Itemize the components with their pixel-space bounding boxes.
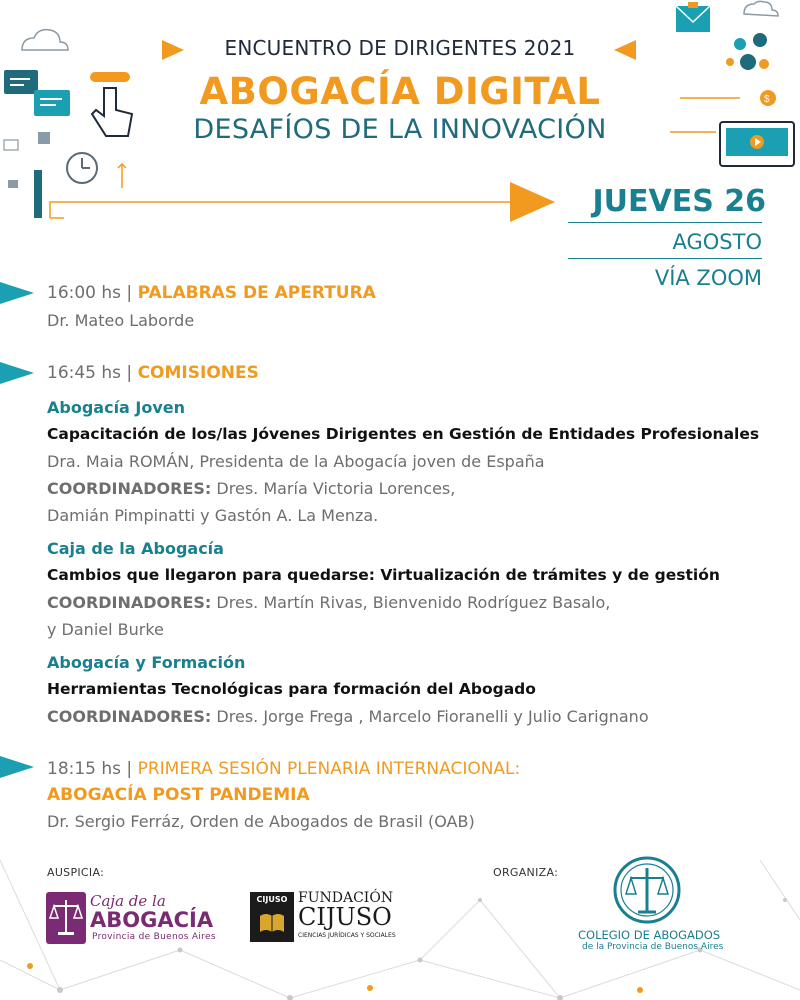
commission-topic: Cambios que llegaron para quedarse: Virtualización de trámites y de gestión bbox=[47, 566, 720, 584]
date-divider bbox=[568, 222, 762, 223]
colegio-abogados-logo bbox=[560, 854, 730, 954]
event-title: ENCUENTRO DE DIRIGENTES 2021 bbox=[224, 36, 576, 60]
cijuso-logo-line2: CIJUSO bbox=[298, 903, 392, 931]
commissions-title: COMISIONES bbox=[137, 363, 259, 383]
plenary-heading bbox=[47, 759, 520, 779]
envelope-icon bbox=[676, 2, 710, 32]
section-bullet bbox=[0, 756, 34, 778]
dollar-icon bbox=[760, 90, 776, 106]
plenary-title: PRIMERA SESIÓN PLENARIA INTERNACIONAL: bbox=[137, 759, 521, 779]
colegio-seal-icon bbox=[612, 854, 682, 926]
scales-icon bbox=[46, 892, 86, 944]
commission-coordinators bbox=[47, 479, 455, 498]
header-right-illustration bbox=[640, 0, 800, 180]
cijuso-logo bbox=[250, 890, 400, 946]
section-bullet bbox=[0, 282, 34, 304]
date-divider bbox=[568, 258, 762, 259]
header-arrow-line bbox=[40, 180, 560, 230]
cijuso-logo-line1: FUNDACIÓN bbox=[298, 890, 394, 906]
sponsor-label: AUSPICIA: bbox=[47, 866, 105, 879]
main-title: ABOGACÍA DIGITAL bbox=[199, 70, 601, 113]
commission-topic: Herramientas Tecnológicas para formación del Abogado bbox=[47, 680, 536, 698]
svg-text:$: $ bbox=[764, 94, 770, 105]
colegio-logo-line1: COLEGIO DE ABOGADOS bbox=[578, 928, 721, 942]
coordinators-label: COORDINADORES: bbox=[47, 593, 212, 612]
commission-coordinators-cont: y Daniel Burke bbox=[47, 620, 164, 639]
section-bullet bbox=[0, 362, 34, 384]
coordinators-names: Dres. Jorge Frega , Marcelo Fioranelli y Julio Carignano bbox=[216, 707, 649, 726]
coordinators-names: Dres. María Victoria Lorences, bbox=[216, 479, 456, 498]
commission-coordinators bbox=[47, 707, 649, 726]
opening-heading bbox=[47, 283, 376, 303]
opening-title: PALABRAS DE APERTURA bbox=[137, 283, 376, 303]
coordinators-label: COORDINADORES: bbox=[47, 707, 212, 726]
opening-time: 16:00 hs | bbox=[47, 283, 133, 303]
commissions-heading bbox=[47, 363, 259, 383]
cijuso-logo-line3: CIENCIAS JURÍDICAS Y SOCIALES bbox=[298, 932, 396, 939]
coordinators-label: COORDINADORES: bbox=[47, 479, 212, 498]
commission-coordinators-cont: Damián Pimpinatti y Gastón A. La Menza. bbox=[47, 506, 379, 525]
plenary-speaker: Dr. Sergio Ferráz, Orden de Abogados de Brasil (OAB) bbox=[47, 812, 475, 831]
cloud-icon bbox=[744, 1, 778, 16]
commission-coordinators bbox=[47, 593, 610, 612]
commission-name: Abogacía y Formación bbox=[47, 653, 246, 672]
organizer-label: ORGANIZA: bbox=[493, 866, 559, 879]
plenary-subtitle: ABOGACÍA POST PANDEMIA bbox=[47, 785, 310, 805]
commission-name: Caja de la Abogacía bbox=[47, 539, 224, 558]
hand-pointer-icon bbox=[90, 72, 132, 136]
chat-bubble-icon bbox=[4, 70, 70, 116]
cijuso-badge bbox=[250, 892, 294, 942]
plenary-time: 18:15 hs | bbox=[47, 759, 133, 779]
subtitle: DESAFÍOS DE LA INNOVACIÓN bbox=[193, 114, 607, 145]
colegio-logo-line2: de la Provincia de Buenos Aires bbox=[582, 942, 724, 952]
book-icon bbox=[258, 910, 286, 936]
coordinators-names: Dres. Martín Rivas, Bienvenido Rodríguez Basalo, bbox=[216, 593, 611, 612]
caja-logo-line3: Provincia de Buenos Aires bbox=[92, 932, 216, 942]
dots-cluster-icon bbox=[726, 33, 769, 70]
commission-name: Abogacía Joven bbox=[47, 398, 186, 417]
commissions-time: 16:45 hs | bbox=[47, 363, 133, 383]
commission-speaker: Dra. Maia ROMÁN, Presidenta de la Abogacía joven de España bbox=[47, 452, 545, 471]
event-right-triangle bbox=[612, 40, 636, 60]
video-player-icon bbox=[720, 122, 794, 166]
caja-logo-line2: ABOGACÍA bbox=[90, 908, 214, 932]
cijuso-badge-text: CIJUSO bbox=[256, 895, 288, 904]
date-month: AGOSTO bbox=[672, 230, 762, 254]
date-day: JUEVES 26 bbox=[592, 184, 766, 219]
event-left-triangle bbox=[162, 40, 186, 60]
commission-topic: Capacitación de los/las Jóvenes Dirigentes en Gestión de Entidades Profesionales bbox=[47, 425, 760, 443]
cloud-icon bbox=[22, 30, 68, 50]
opening-speaker: Dr. Mateo Laborde bbox=[47, 311, 195, 330]
caja-abogacia-logo bbox=[46, 890, 246, 946]
thumbs-up-icon bbox=[38, 132, 50, 144]
caja-logo-line1: Caja de la bbox=[90, 892, 166, 910]
date-platform: VÍA ZOOM bbox=[654, 266, 762, 290]
clock-icon bbox=[67, 153, 97, 183]
